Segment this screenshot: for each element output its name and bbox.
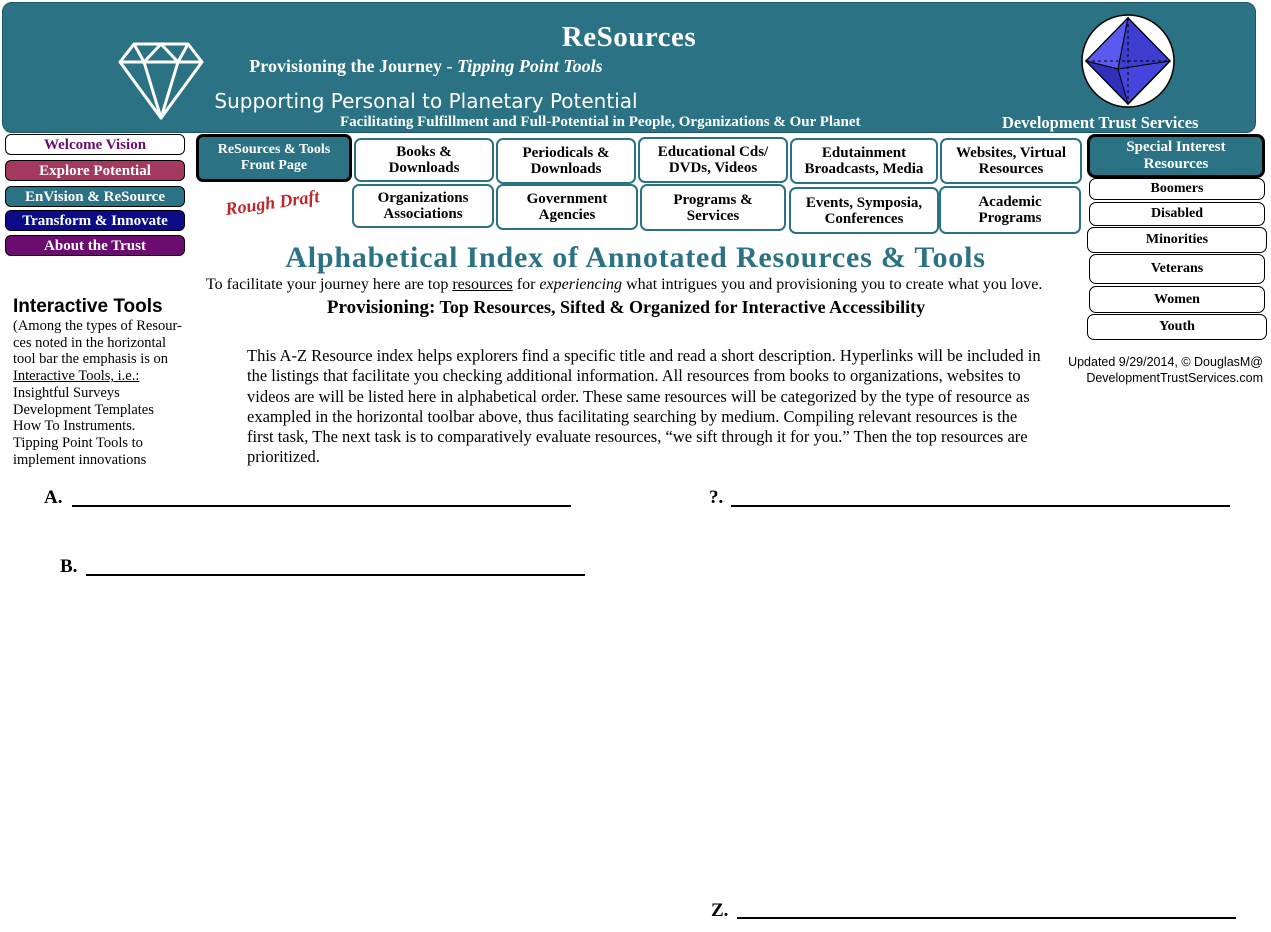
facilitating-tagline: Facilitating Fulfillment and Full-Potential in People, Organizations & Our Planet: [340, 114, 861, 130]
site-subtitle: Provisioning the Journey - Tipping Point Tools: [249, 56, 603, 76]
special-youth[interactable]: Youth: [1087, 314, 1267, 340]
tab-books-downloads[interactable]: Books & Downloads: [354, 138, 494, 182]
updated-note: Updated 9/29/2014, © DouglasM@ DevelopmentTrustServices.com: [1068, 355, 1263, 385]
nav-explore-potential[interactable]: Explore Potential: [5, 160, 185, 181]
octahedron-icon: [1080, 13, 1176, 109]
nav-envision-resource[interactable]: EnVision & ReSource: [5, 186, 185, 207]
entry-line-z: [737, 917, 1236, 919]
site-title: ReSources: [561, 21, 697, 53]
org-name: Development Trust Services: [1002, 113, 1199, 132]
tab-programs-services[interactable]: Programs & Services: [640, 184, 786, 231]
special-women[interactable]: Women: [1089, 286, 1265, 313]
nav-welcome-vision[interactable]: Welcome Vision: [5, 134, 185, 155]
support-tagline: Supporting Personal to Planetary Potential: [214, 89, 638, 113]
entry-line-a: [72, 505, 571, 507]
provisioning-line: Provisioning: Top Resources, Sifted & Organized for Interactive Accessibility: [326, 297, 926, 318]
entry-line-b: [86, 574, 585, 576]
tab-government-agencies[interactable]: Government Agencies: [496, 184, 638, 230]
tab-periodicals-downloads[interactable]: Periodicals & Downloads: [496, 138, 636, 184]
diamond-icon: [118, 36, 204, 122]
special-veterans[interactable]: Veterans: [1089, 254, 1265, 284]
special-interest-header[interactable]: Special Interest Resources: [1087, 134, 1265, 178]
header-banner: [2, 2, 1256, 133]
interactive-tools-heading: Interactive Tools: [13, 296, 163, 317]
tab-educational-cds[interactable]: Educational Cds/ DVDs, Videos: [638, 137, 788, 183]
special-disabled[interactable]: Disabled: [1089, 202, 1265, 226]
tab-organizations[interactable]: Organizations Associations: [352, 184, 494, 228]
letter-b: B.: [60, 556, 78, 577]
letter-a: A.: [44, 487, 63, 508]
special-minorities[interactable]: Minorities: [1087, 227, 1267, 253]
interactive-tools-text: (Among the types of Resour- ces noted in the horizontal tool bar the emphasis is on Interactive Tools, i.e.: Insightful Surveys Development Templates How To Instruments. Tipping Point Tools to implement innovations: [13, 318, 182, 468]
intro-text: To facilitate your journey here are top resources for experiencing what intrigues you and provisioning you to create what you love.: [206, 276, 1043, 293]
nav-transform-innovate[interactable]: Transform & Innovate: [5, 210, 185, 231]
resources-link[interactable]: resources: [452, 276, 513, 293]
tab-academic-programs[interactable]: Academic Programs: [939, 186, 1081, 234]
nav-about-trust[interactable]: About the Trust: [5, 235, 185, 256]
tab-events-symposia[interactable]: Events, Symposia, Conferences: [789, 187, 939, 234]
letter-z: Z.: [711, 900, 729, 921]
tab-websites-virtual[interactable]: Websites, Virtual Resources: [940, 138, 1082, 184]
page-title: Alphabetical Index of Annotated Resources & Tools: [285, 241, 986, 274]
tab-edutainment[interactable]: Edutainment Broadcasts, Media: [790, 138, 938, 184]
letter-unknown: ?.: [709, 487, 724, 508]
tab-front-page[interactable]: ReSources & Tools Front Page: [196, 134, 352, 182]
special-boomers[interactable]: Boomers: [1089, 178, 1265, 200]
description-paragraph: This A-Z Resource index helps explorers find a specific title and read a short description. Hyperlinks will be included in the listings that facilitate you checking additional information. All resources from books to organizations, websites to videos are will be listed here in alphabetical order. These same resources will be categorized by the type of resource as exampled in the horizontal toolbar above, thus facilitating searching by medium. Compiling relevant resources is the first task, The next task is to comparatively evaluate resources, “we sift through it for you.” Then the top resources are prioritized.: [247, 346, 1041, 467]
entry-line-unknown: [731, 505, 1230, 507]
rough-draft-label: Rough Draft: [224, 186, 321, 220]
